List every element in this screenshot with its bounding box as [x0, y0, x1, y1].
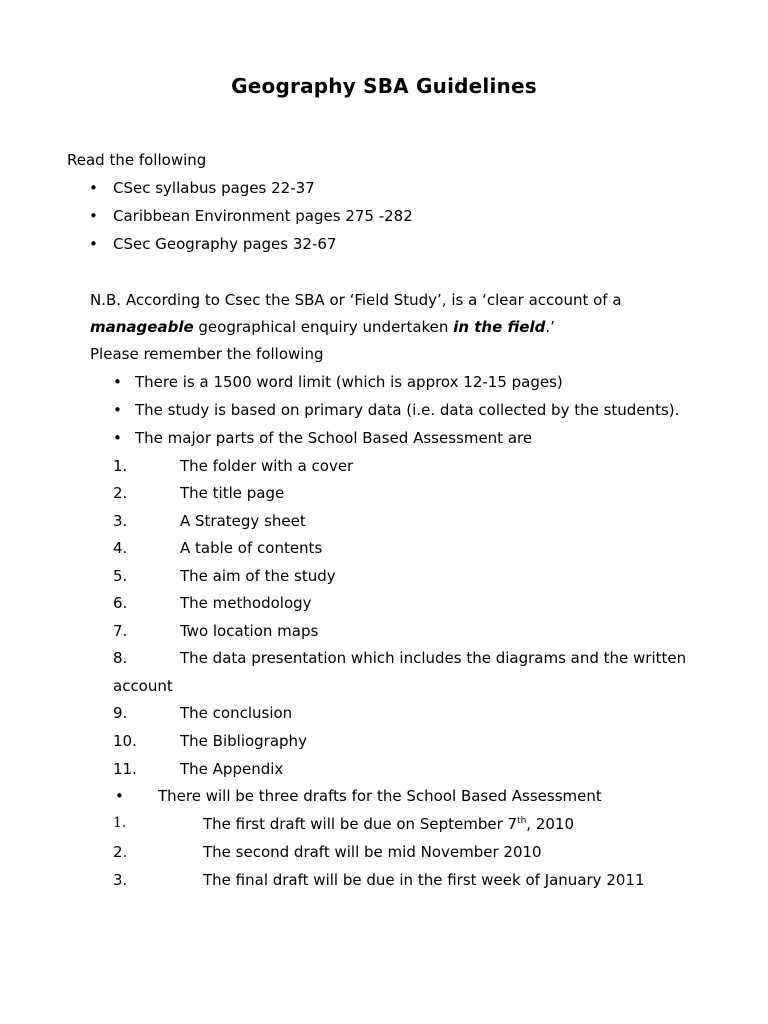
draft-number: 2.: [113, 843, 128, 861]
part-text: The aim of the study: [180, 567, 336, 585]
bullet-icon: •: [113, 429, 122, 447]
part-number: 5.: [113, 567, 128, 585]
bullet-icon: •: [113, 373, 122, 391]
part-number: 11.: [113, 760, 137, 778]
draft-number: 3.: [113, 871, 128, 889]
remember-text: Please remember the following: [90, 345, 324, 363]
draft-text: [203, 815, 574, 833]
list-item: The study is based on primary data (i.e. data collected by the students).: [135, 401, 680, 419]
part-text-continued: account: [113, 677, 173, 695]
draft-number: 1.: [113, 815, 127, 831]
draft-text: The final draft will be due in the first week of January 2011: [203, 871, 645, 889]
intro-text: Read the following: [67, 151, 207, 169]
part-text: A table of contents: [180, 539, 323, 557]
emphasis-in-the-field: in the field: [453, 318, 546, 336]
list-item: CSec syllabus pages 22-37: [113, 179, 315, 197]
part-text: The methodology: [180, 594, 312, 612]
part-text: Two location maps: [180, 622, 319, 640]
part-number: 10.: [113, 732, 137, 750]
nb-line-2: [90, 318, 555, 336]
draft-text-after: , 2010: [526, 815, 575, 833]
nb-middle: geographical enquiry undertaken: [193, 318, 454, 336]
nb-suffix: .’: [545, 318, 555, 336]
bullet-icon: •: [89, 179, 98, 197]
list-item: CSec Geography pages 32-67: [113, 235, 337, 253]
part-number: 6.: [113, 594, 128, 612]
page-title: Geography SBA Guidelines: [231, 74, 537, 98]
part-text: The data presentation which includes the diagrams and the written: [180, 649, 687, 667]
part-number: 9.: [113, 704, 128, 722]
bullet-icon: •: [89, 207, 98, 225]
part-number: 1.: [113, 457, 128, 475]
part-text: The Appendix: [180, 760, 284, 778]
part-number: 2.: [113, 484, 128, 502]
part-text: The Bibliography: [180, 732, 307, 750]
part-number: 4.: [113, 539, 128, 557]
bullet-icon: •: [89, 235, 98, 253]
draft-superscript: th: [517, 816, 527, 826]
part-text: A Strategy sheet: [180, 512, 306, 530]
part-number: 8.: [113, 649, 128, 667]
draft-text: The second draft will be mid November 2010: [203, 843, 542, 861]
bullet-icon: •: [115, 787, 124, 805]
list-item: The major parts of the School Based Assessment are: [135, 429, 533, 447]
part-number: 3.: [113, 512, 128, 530]
part-text: The conclusion: [180, 704, 293, 722]
nb-line-1: N.B. According to Csec the SBA or ‘Field Study’, is a ‘clear account of a: [90, 291, 622, 309]
list-item: There is a 1500 word limit (which is approx 12-15 pages): [135, 373, 563, 391]
emphasis-manageable: manageable: [90, 318, 194, 336]
part-number: 7.: [113, 622, 128, 640]
draft-text-main: The first draft will be due on September 7: [203, 815, 518, 833]
part-text: The folder with a cover: [180, 457, 354, 475]
bullet-icon: •: [113, 401, 122, 419]
drafts-heading: There will be three drafts for the School Based Assessment: [158, 787, 602, 805]
list-item: Caribbean Environment pages 275 -282: [113, 207, 413, 225]
part-text: The title page: [180, 484, 285, 502]
